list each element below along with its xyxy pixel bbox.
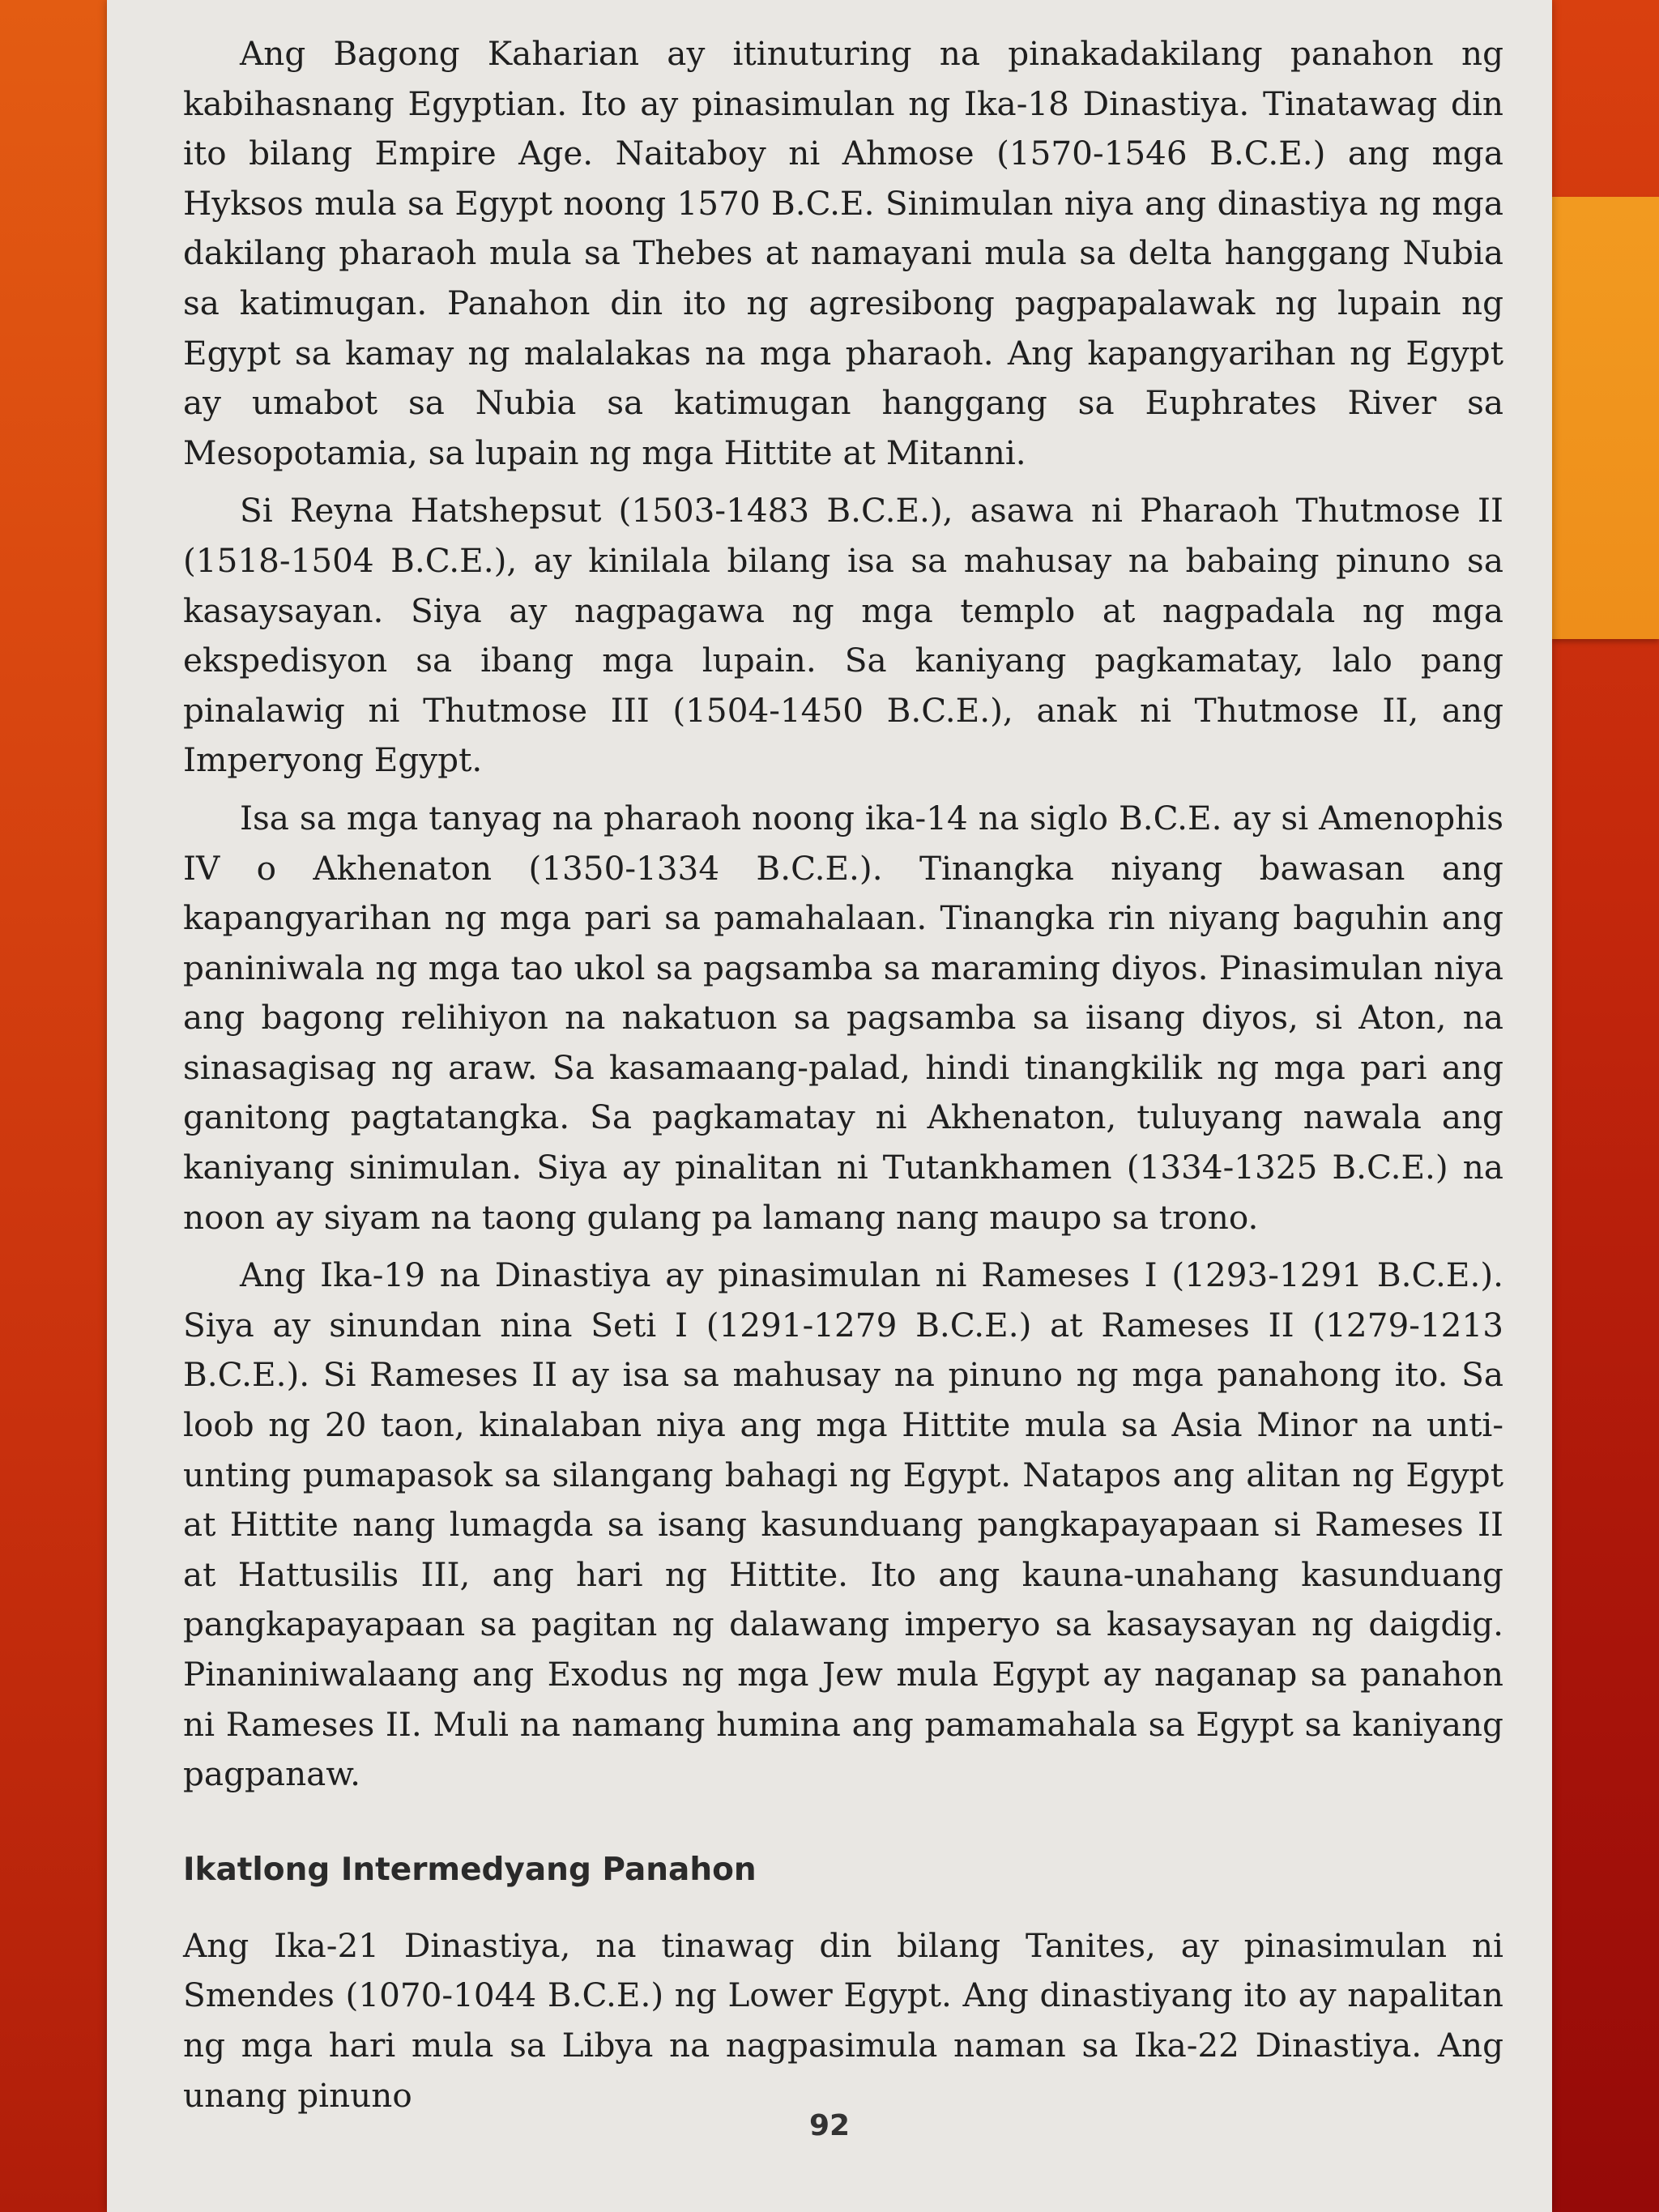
paragraph-hatshepsut: Si Reyna Hatshepsut (1503-1483 B.C.E.), asawa ni Pharaoh Thutmose II (1518-1504 B.C.E.), ay kinilala bilang isa sa mahusay na babaing pinuno sa kasaysayan. Siya ay nagpagawa ng mga templo at nagpadala ng mga ekspedisyon sa ibang mga lupain. Sa kaniyang pagkamatay, lalo pang pinalawig ni Thutmose III (1504-1450 B.C.E.), anak ni Thutmose II, ang Imperyong Egypt. — [183, 491, 1503, 780]
paragraph-akhenaton: Isa sa mga tanyag na pharaoh noong ika-14 na siglo B.C.E. ay si Amenophis IV o Akhenaton (1350-1334 B.C.E.). Tinangka niyang bawasan ang kapangyarihan ng mga pari sa pamahalaan. Tinangka rin niyang baguhin ang paniniwala ng mga tao ukol sa pagsamba sa maraming diyos. Pinasimulan niya ang bagong relihiyon na nakatuon sa pagsamba sa iisang diyos, si Aton, na sinasagisag ng araw. Sa kasamaang-palad, hindi tinangkilik ng mga pari ang ganitong pagtatangka. Sa pagkamatay ni Akhenaton, tuluyang nawala ang kaniyang sinimulan. Siya ay pinalitan ni Tutankhamen (1334-1325 B.C.E.) na noon ay siyam na taong gulang pa lamang nang maupo sa trono. — [183, 798, 1503, 1237]
page-text — [183, 29, 1503, 2129]
orange-accent-tab — [1552, 197, 1659, 639]
paragraph-rameses: Ang Ika-19 na Dinastiya ay pinasimulan ni Rameses I (1293-1291 B.C.E.). Siya ay sinundan nina Seti I (1291-1279 B.C.E.) at Rameses II (1279-1213 B.C.E.). Si Rameses II ay isa sa mahusay na pinuno ng mga panahong ito. Sa loob ng 20 taon, kinalaban niya ang mga Hittite mula sa Asia Minor na unti-unting pumapasok sa silangang bahagi ng Egypt. Natapos ang alitan ng Egypt at Hittite nang lumagda sa isang kasunduang pangkapayapaan si Rameses II at Hattusilis III, ang hari ng Hittite. Ito ang kauna-unahang kasunduang pangkapayapaan sa pagitan ng dalawang imperyo sa kasaysayan ng daigdig. Pinaniniwalaang ang Exodus ng mga Jew mula Egypt ay naganap sa panahon ni Rameses II. Muli na namang humina ang pamamahala sa Egypt sa kaniyang pagpanaw. — [183, 1255, 1503, 1794]
section-heading: Ikatlong Intermedyang Panahon — [183, 1851, 757, 1888]
paragraph-bagong-kaharian: Ang Bagong Kaharian ay itinuturing na pinakadakilang panahon ng kabihasnang Egyptian. Ito ay pinasimulan ng Ika-18 Dinastiya. Tinatawag din ito bilang Empire Age. Naitaboy ni Ahmose (1570-1546 B.C.E.) ang mga Hyksos mula sa Egypt noong 1570 B.C.E. Sinimulan niya ang dinastiya ng mga dakilang pharaoh mula sa Thebes at namayani mula sa delta hanggang Nubia sa katimugan. Panahon din ito ng agresibong pagpapalawak ng lupain ng Egypt sa kamay ng malalakas na mga pharaoh. Ang kapangyarihan ng Egypt ay umabot sa Nubia sa katimugan hanggang sa Euphrates River sa Mesopotamia, sa lupain ng mga Hittite at Mitanni. — [183, 34, 1503, 472]
book-page — [107, 0, 1552, 2212]
page-number: 92 — [808, 2109, 851, 2142]
paragraph-tanites: Ang Ika-21 Dinastiya, na tinawag din bilang Tanites, ay pinasimulan ni Smendes (1070-1044 B.C.E.) ng Lower Egypt. Ang dinastiyang ito ay napalitan ng mga hari mula sa Libya na nagpasimula naman sa Ika-22 Dinastiya. Ang unang pinuno — [183, 1925, 1503, 2115]
